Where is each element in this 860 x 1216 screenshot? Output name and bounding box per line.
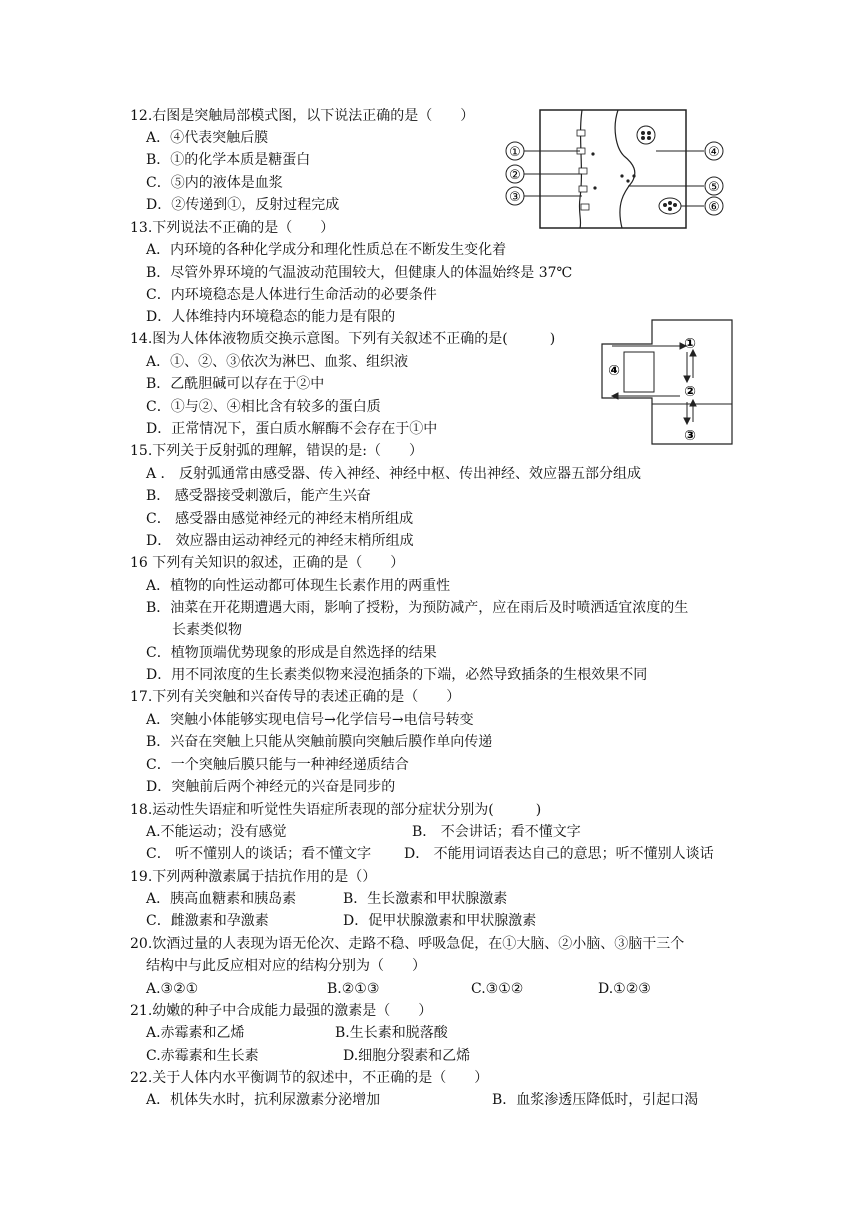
- label-2: ②: [509, 168, 521, 183]
- question-15-stem: 15.下列关于反射弧的理解，错误的是:（ ）: [130, 443, 423, 459]
- question-22-stem: 22.关于人体内水平衡调节的叙述中，不正确的是（ ）: [130, 1070, 489, 1086]
- question-16-option-b: B．油菜在开花期遭遇大雨，影响了授粉，为预防减产，应在雨后及时喷洒适宜浓度的生: [146, 600, 689, 616]
- question-16-option-d: D．用不同浓度的生长素类似物来浸泡插条的下端，必然导致插条的生根效果不同: [146, 667, 648, 683]
- neurotransmitter-dots: [591, 152, 635, 189]
- question-20-stem-cont: 结构中与此反应相对应的结构分别为（ ）: [146, 958, 426, 974]
- question-14-option-d: D．正常情况下，蛋白质水解酶不会存在于①中: [146, 421, 438, 437]
- synaptic-vesicle-top: [637, 126, 655, 144]
- fluid-label-1: ①: [684, 336, 696, 352]
- question-22-option-b: B．血浆渗透压降低时，引起口渴: [492, 1092, 699, 1108]
- question-14-option-b: B．乙酰胆碱可以存在于②中: [146, 376, 325, 392]
- question-12-stem: 12.右图是突触局部模式图，以下说法正确的是（ ）: [130, 108, 475, 124]
- question-16-stem: 16 下列有关知识的叙述，正确的是（ ）: [130, 555, 405, 571]
- question-12-option-d: D．②传递到①，反射过程完成: [146, 197, 340, 213]
- fluid-label-4: ④: [608, 363, 620, 379]
- question-18-stem: 18.运动性失语症和听觉性失语症所表现的部分症状分别为( ): [130, 802, 542, 818]
- question-13-option-a: A．内环境的各种化学成分和理化性质总在不断发生变化着: [146, 242, 507, 258]
- question-19-option-a: A．胰高血糖素和胰岛素: [146, 891, 297, 907]
- label-leader-lines: [524, 151, 704, 206]
- question-16-option-c: C．植物顶端优势现象的形成是自然选择的结果: [146, 645, 437, 661]
- fluid-label-3: ③: [684, 428, 696, 444]
- question-20-option-b: B.②①③: [327, 981, 380, 997]
- question-13-option-b: B．尽管外界环境的气温波动范围较大，但健康人的体温始终是 37℃: [146, 265, 573, 281]
- label-6: ⑥: [708, 200, 720, 215]
- question-17-option-c: C．一个突触后膜只能与一种神经递质结合: [146, 757, 409, 773]
- question-20-option-d: D.①②③: [598, 981, 651, 997]
- question-15-option-c: C． 感受器由感觉神经元的神经末梢所组成: [146, 511, 414, 527]
- question-13-option-d: D．人体维持内环境稳态的能力是有限的: [146, 309, 396, 325]
- question-12-option-c: C．⑤内的液体是血浆: [146, 175, 283, 191]
- question-16-option-a: A．植物的向性运动都可体现生长素作用的两重性: [146, 578, 451, 594]
- question-18-option-a: A.不能运动；没有感觉: [146, 824, 287, 840]
- question-14-option-a: A．①、②、③依次为淋巴、血浆、组织液: [146, 354, 409, 370]
- question-21-stem: 21.幼嫩的种子中合成能力最强的激素是（ ）: [130, 1003, 433, 1019]
- question-18-option-c: C． 听不懂别人的谈话；看不懂文字: [146, 846, 372, 862]
- question-20-stem: 20.饮酒过量的人表现为语无伦次、走路不稳、呼吸急促，在①大脑、②小脑、③脑干三个: [130, 936, 685, 952]
- label-5: ⑤: [708, 180, 720, 195]
- question-17-option-d: D．突触前后两个神经元的兴奋是同步的: [146, 779, 396, 795]
- body-fluid-diagram: [598, 318, 736, 448]
- question-19-stem: 19.下列两种激素属于拮抗作用的是（）: [130, 869, 377, 885]
- question-15-option-b: B． 感受器接受刺激后，能产生兴奋: [146, 488, 371, 504]
- question-21-option-b: B.生长素和脱落酸: [335, 1025, 448, 1041]
- question-21-option-c: C.赤霉素和生长素: [146, 1048, 259, 1064]
- receptor-proteins: [577, 130, 589, 210]
- question-13-stem: 13.下列说法不正确的是（ ）: [130, 220, 335, 236]
- question-20-option-c: C.③①②: [471, 981, 524, 997]
- question-18-option-b: B． 不会讲话；看不懂文字: [412, 824, 581, 840]
- question-15-option-a: A ． 反射弧通常由感受器、传入神经、神经中枢、传出神经、效应器五部分组成: [146, 466, 642, 482]
- question-14-stem: 14.图为人体体液物质交换示意图。下列有关叙述不正确的是( ): [130, 331, 556, 347]
- question-20-option-a: A.③②①: [146, 981, 199, 997]
- postsynaptic-membrane: [615, 110, 635, 228]
- question-17-option-b: B．兴奋在突触上只能从突触前膜向突触后膜作单向传递: [146, 734, 493, 750]
- synapse-diagram: [500, 108, 732, 232]
- question-19-option-b: B．生长激素和甲状腺激素: [343, 891, 508, 907]
- question-19-option-d: D．促甲状腺激素和甲状腺激素: [343, 913, 537, 929]
- question-15-option-d: D． 效应器由运动神经元的神经末梢所组成: [146, 533, 414, 549]
- synaptic-vesicle-bottom: [659, 198, 681, 214]
- question-12-option-b: B．①的化学本质是糖蛋白: [146, 152, 311, 168]
- question-21-option-d: D.细胞分裂素和乙烯: [343, 1048, 471, 1064]
- label-3: ③: [509, 190, 521, 205]
- question-21-option-a: A.赤霉素和乙烯: [146, 1025, 245, 1041]
- question-17-option-a: A．突触小体能够实现电信号→化学信号→电信号转变: [146, 712, 474, 728]
- label-1: ①: [509, 145, 521, 160]
- question-19-option-c: C．雌激素和孕激素: [146, 913, 269, 929]
- synapse-labels: [506, 142, 723, 215]
- question-16-option-b-cont: 长素类似物: [172, 622, 242, 638]
- question-18-option-d: D． 不能用词语表达自己的意思；听不懂别人谈话: [404, 846, 714, 862]
- question-12-option-a: A．④代表突触后膜: [146, 130, 269, 146]
- question-13-option-c: C．内环境稳态是人体进行生命活动的必要条件: [146, 287, 437, 303]
- box-4-inner: [624, 352, 654, 392]
- label-4: ④: [708, 145, 720, 160]
- diagram-outline: [602, 320, 732, 444]
- question-22-option-a: A．机体失水时，抗利尿激素分泌增加: [146, 1092, 381, 1108]
- question-17-stem: 17.下列有关突触和兴奋传导的表述正确的是（ ）: [130, 689, 461, 705]
- fluid-label-2: ②: [684, 384, 696, 400]
- question-14-option-c: C．①与②、④相比含有较多的蛋白质: [146, 399, 381, 415]
